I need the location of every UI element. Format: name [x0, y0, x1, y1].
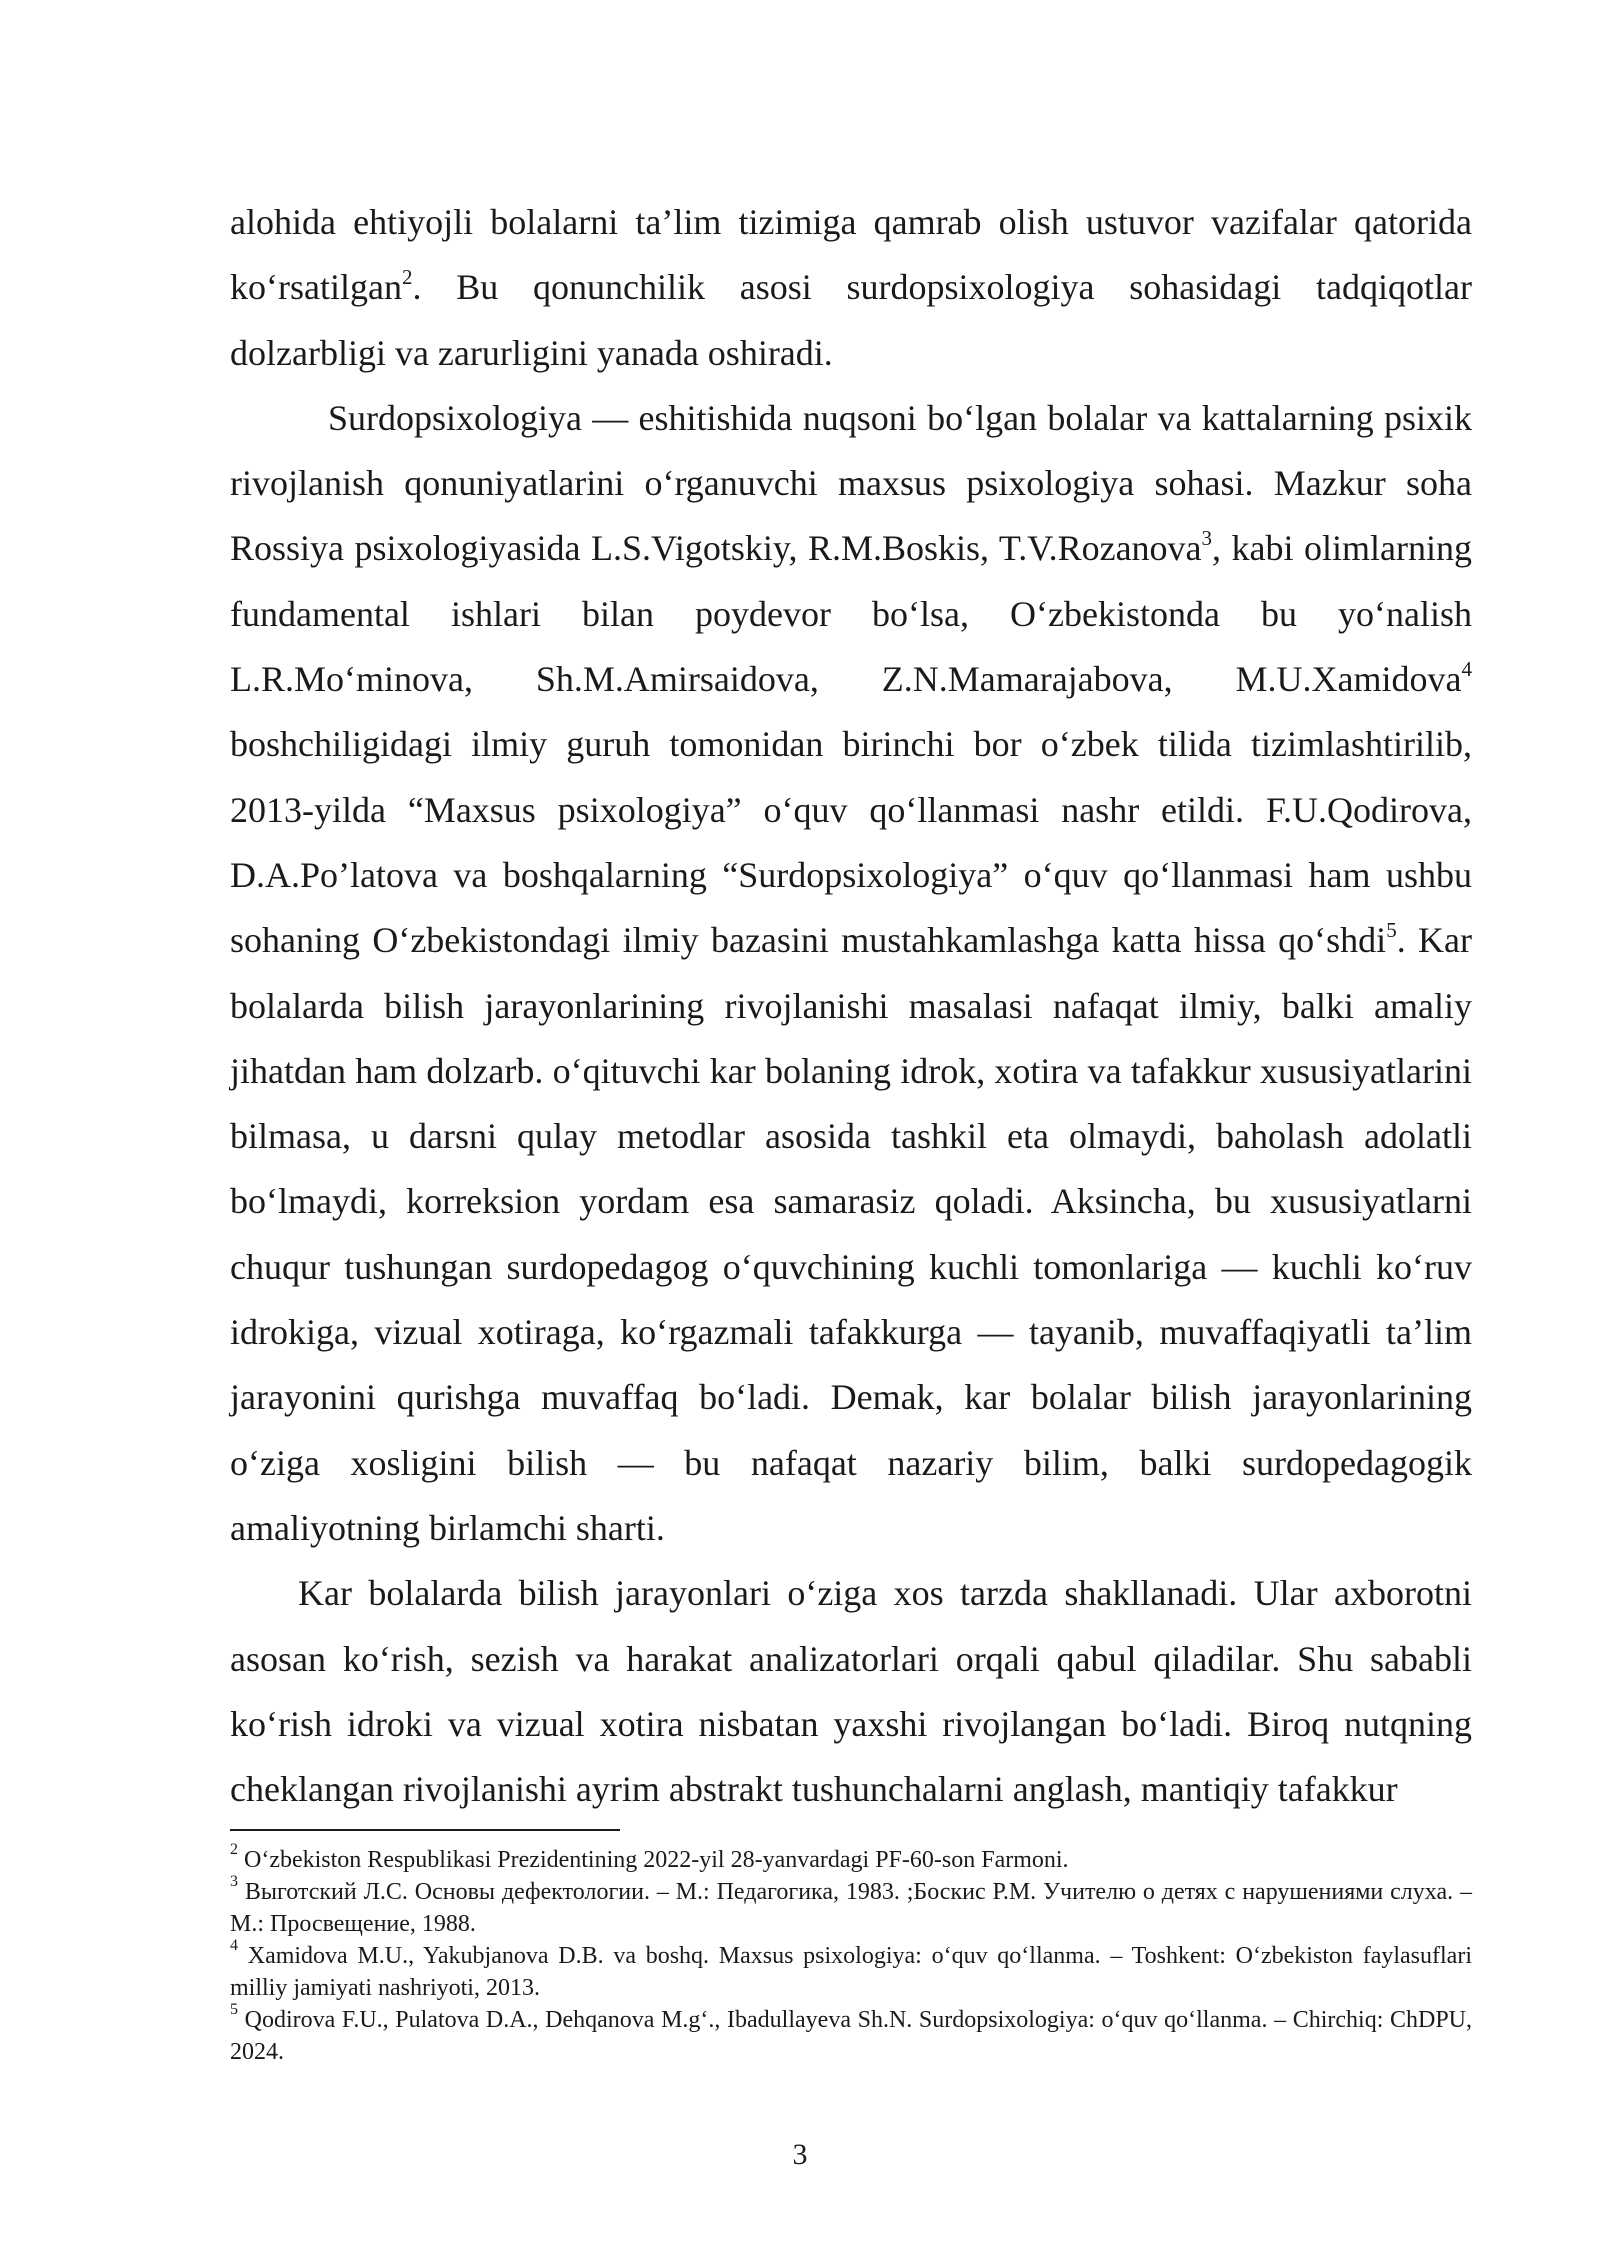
paragraph-2-text-a: Surdopsixologiya — eshitishida nuqsoni bo‘lgan bolalar va kattalarning psixik rivojlanish qonuniyatlarini o‘rganuvchi maxsus psixologiya sohasi. Mazkur soha Rossiya psixologiyasida L.S.Vigotskiy, R.M.Boskis, T.V.Rozanova — [230, 397, 1472, 569]
footnote-ref-3[interactable]: 3 — [1201, 526, 1213, 551]
footnote-3 — [230, 1873, 1472, 1940]
footnote-text: O‘zbekiston Respublikasi Prezidentining 2022-yil 28-yanvardagi PF-60-son Farmoni. — [238, 1847, 1069, 1873]
paragraph-2-text-b: , kabi olimlarning fundamental ishlari bilan poydevor bo‘lsa, O‘zbekistonda bu yo‘nalish L.R.Mo‘minova, Sh.M.Amirsaidova, Z.N.Mamarajabova, M.U.Xamidova — [230, 528, 1472, 700]
page-number: 3 — [792, 2138, 808, 2171]
footnote-4 — [230, 1937, 1472, 2004]
paragraph-1-text-b: . Bu qonunchilik asosi surdopsixologiya sohasidagi tadqiqotlar dolzarbligi va zarurligini yanada oshiradi. — [230, 267, 1472, 373]
footnote-text: Qodirova F.U., Pulatova D.A., Dehqanova M.g‘., Ibadullayeva Sh.N. Surdopsixologiya: o‘quv qo‘llanma. – Chirchiq: ChDPU, 2024. — [230, 2007, 1472, 2065]
footnote-number: 3 — [230, 1873, 238, 1890]
footnotes — [230, 1841, 1472, 2068]
footnote-text: Выготский Л.С. Основы дефектологии. – М.: Педагогика, 1983. ;Боскис Р.М. Учителю о детях с нарушениями слуха. – М.: Просвещение, 1988. — [230, 1879, 1472, 1937]
paragraph-1 — [230, 190, 1472, 386]
footnote-ref-5[interactable]: 5 — [1386, 918, 1397, 943]
footnote-ref-4[interactable]: 4 — [1461, 657, 1472, 682]
footnote-ref-2[interactable]: 2 — [401, 265, 413, 290]
paragraph-2-text-c: boshchiligidagi ilmiy guruh tomonidan birinchi bor o‘zbek tilida tizimlashtirilib, 2013-yilda “Maxsus psixologiya” o‘quv qo‘llanmasi nashr etildi. F.U.Qodirova, D.A.Po’latova va boshqalarning “Surdopsixologiya” o‘quv qo‘llanmasi ham ushbu sohaning O‘zbekistondagi ilmiy bazasini mustahkamlashga katta hissa qo‘shdi — [230, 724, 1472, 961]
paragraph-2-text-d: . Kar bolalarda bilish jarayonlarining rivojlanishi masalasi nafaqat ilmiy, balki amaliy jihatdan ham dolzarb. o‘qituvchi kar bolaning idrok, xotira va tafakkur xususiyatlarini bilmasa, u darsni qulay metodlar asosida tashkil eta olmaydi, baholash adolatli bo‘lmaydi, korreksion yordam esa samarasiz qoladi. Aksincha, bu xususiyatlarni chuqur tushungan surdopedagog o‘quvchining kuchli tomonlariga — kuchli ko‘ruv idrokiga, vizual xotiraga, ko‘rgazmali tafakkurga — tayanib, muvaffaqiyatli ta’lim jarayonini qurishga muvaffaq bo‘ladi. Demak, kar bolalar bilish jarayonlarining o‘ziga xosligini bilish — bu nafaqat nazariy bilim, balki surdopedagogik amaliyotning birlamchi sharti. — [230, 920, 1472, 1548]
footnote-number: 4 — [230, 1937, 238, 1954]
footnote-text: Xamidova M.U., Yakubjanova D.B. va boshq. Maxsus psixologiya: o‘quv qo‘llanma. – Toshkent: O‘zbekiston faylasuflari milliy jamiyati nashriyoti, 2013. — [230, 1943, 1472, 2001]
footnote-5 — [230, 2001, 1472, 2068]
footnote-separator — [230, 1829, 620, 1831]
paragraph-1-text-a: alohida ehtiyojli bolalarni ta’lim tizimiga qamrab olish ustuvor vazifalar qatorida ko‘rsatilgan — [230, 202, 1472, 308]
paragraph-2 — [230, 386, 1472, 1561]
footnote-number: 2 — [230, 1841, 238, 1858]
footnote-number: 5 — [230, 2001, 238, 2018]
footnote-2 — [230, 1841, 1472, 1876]
paragraph-3: Kar bolalarda bilish jarayonlari o‘ziga xos tarzda shakllanadi. Ular axborotni asosan ko‘rish, sezish va harakat analizatorlari orqali qabul qiladilar. Shu sababli ko‘rish idroki va vizual xotira nisbatan yaxshi rivojlangan bo‘ladi. Biroq nutqning cheklangan rivojlanishi ayrim abstrakt tushunchalarni anglash, mantiqiy tafakkur — [230, 1573, 1472, 1810]
page-body — [230, 190, 1472, 1822]
